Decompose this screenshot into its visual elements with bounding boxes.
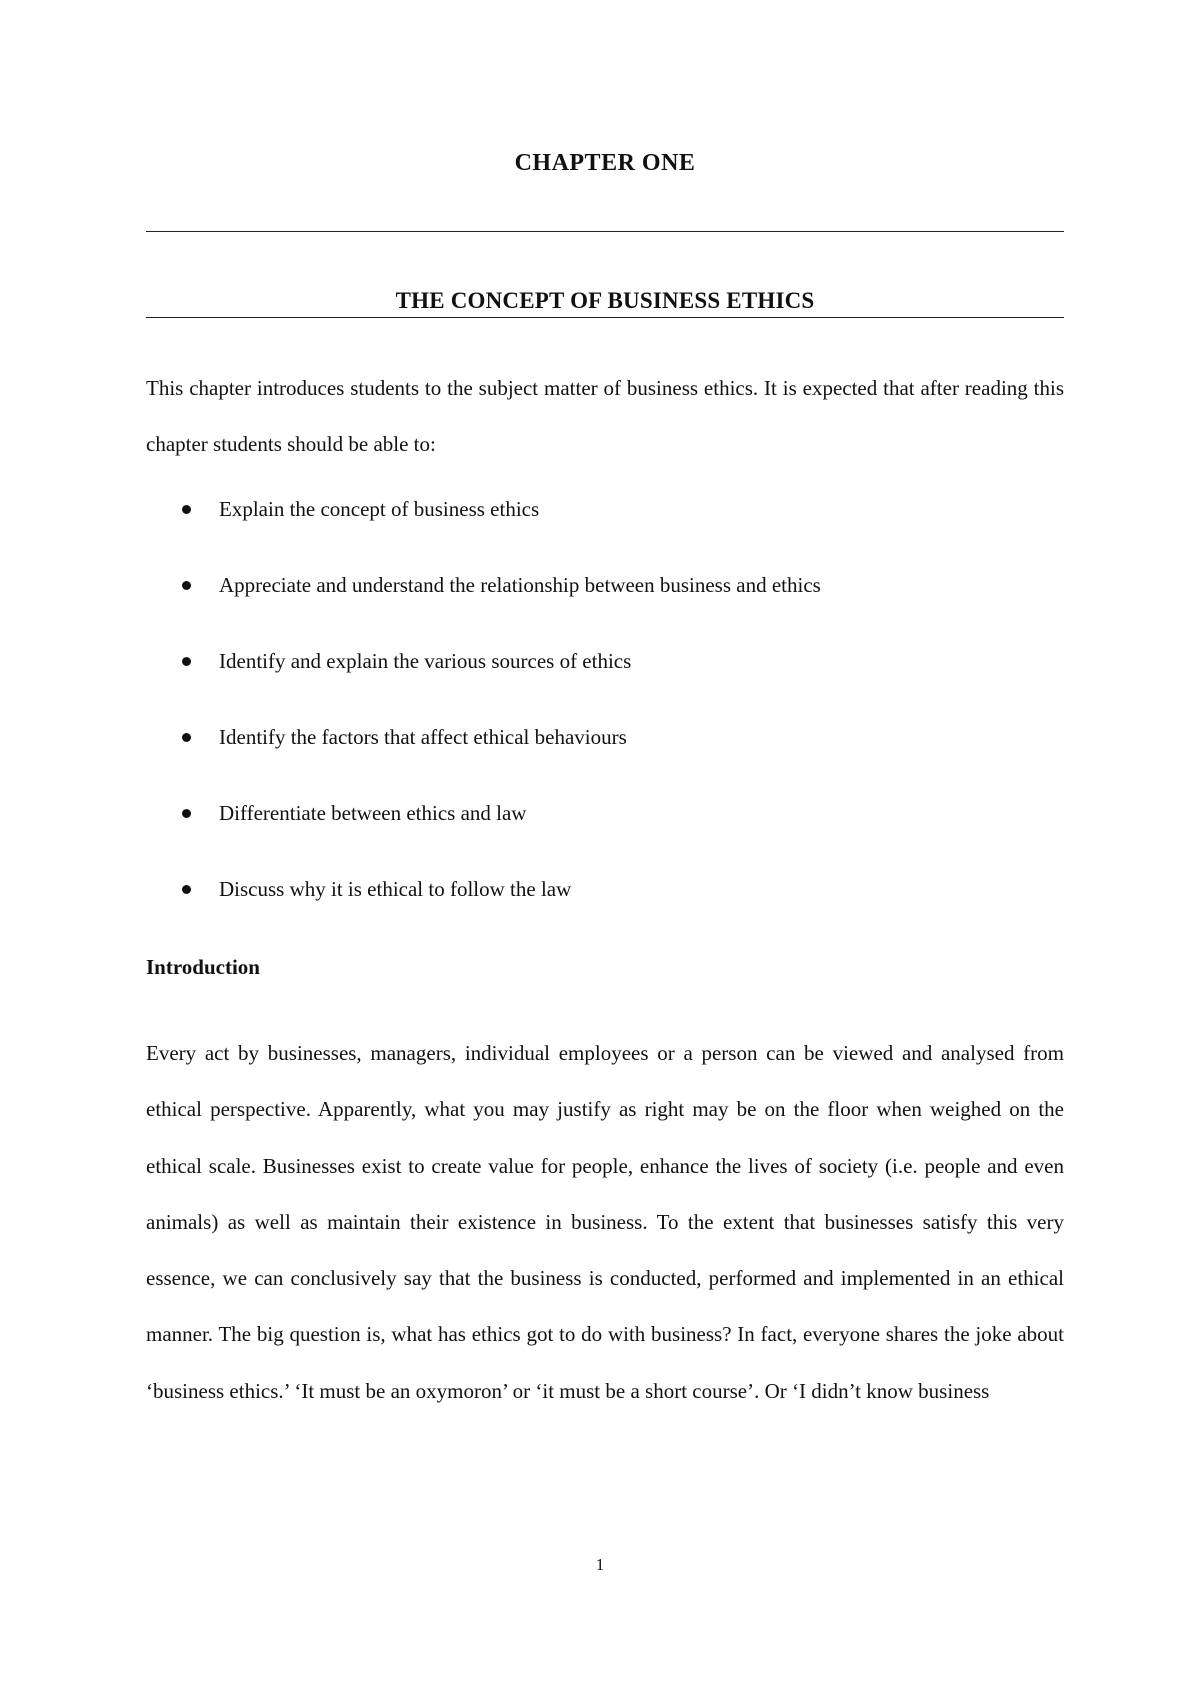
chapter-title: THE CONCEPT OF BUSINESS ETHICS <box>395 288 815 313</box>
objective-text: Differentiate between ethics and law <box>219 801 527 825</box>
body-paragraph: Every act by businesses, managers, individual employees or a person can be viewed and analysed from ethical perspective. Apparently, what you may justify as right may be on the floor when weighed on the ethical scale. Businesses exist to create value for people, enhance the lives of society (i.e. people and even animals) as well as maintain their existence in business. To the extent that businesses satisfy this very essence, we can conclusively say that the business is conducted, performed and implemented in an ethical manner. The big question is, what has ethics got to do with business? In fact, everyone shares the joke about ‘business ethics.’ ‘It must be an oxymoron’ or ‘it must be a short course’. Or ‘I didn’t know business <box>146 1041 1064 1403</box>
objective-text: Identify the factors that affect ethical behaviours <box>219 725 627 749</box>
divider-rule <box>146 231 1064 232</box>
objective-item <box>146 720 1064 796</box>
bullet-icon <box>182 581 191 590</box>
chapter-label: CHAPTER ONE <box>514 150 696 176</box>
objective-item <box>146 644 1064 720</box>
objective-item <box>146 872 1064 948</box>
bullet-icon <box>182 733 191 742</box>
objective-text: Identify and explain the various sources of ethics <box>219 649 632 673</box>
objective-item <box>146 568 1064 644</box>
objectives-list <box>146 492 1064 948</box>
bullet-icon <box>182 505 191 514</box>
objective-text: Discuss why it is ethical to follow the law <box>219 877 572 901</box>
objective-item <box>146 492 1064 568</box>
bullet-icon <box>182 809 191 818</box>
intro-paragraph: This chapter introduces students to the subject matter of business ethics. It is expected that after reading this chapter students should be able to: <box>146 376 1064 456</box>
objective-item <box>146 796 1064 872</box>
bullet-icon <box>182 885 191 894</box>
section-heading: Introduction <box>146 955 260 979</box>
objective-text: Appreciate and understand the relationship between business and ethics <box>219 573 821 597</box>
bullet-icon <box>182 657 191 666</box>
objective-text: Explain the concept of business ethics <box>219 497 540 521</box>
page-number: 1 <box>595 1555 605 1574</box>
title-underline <box>146 317 1064 318</box>
